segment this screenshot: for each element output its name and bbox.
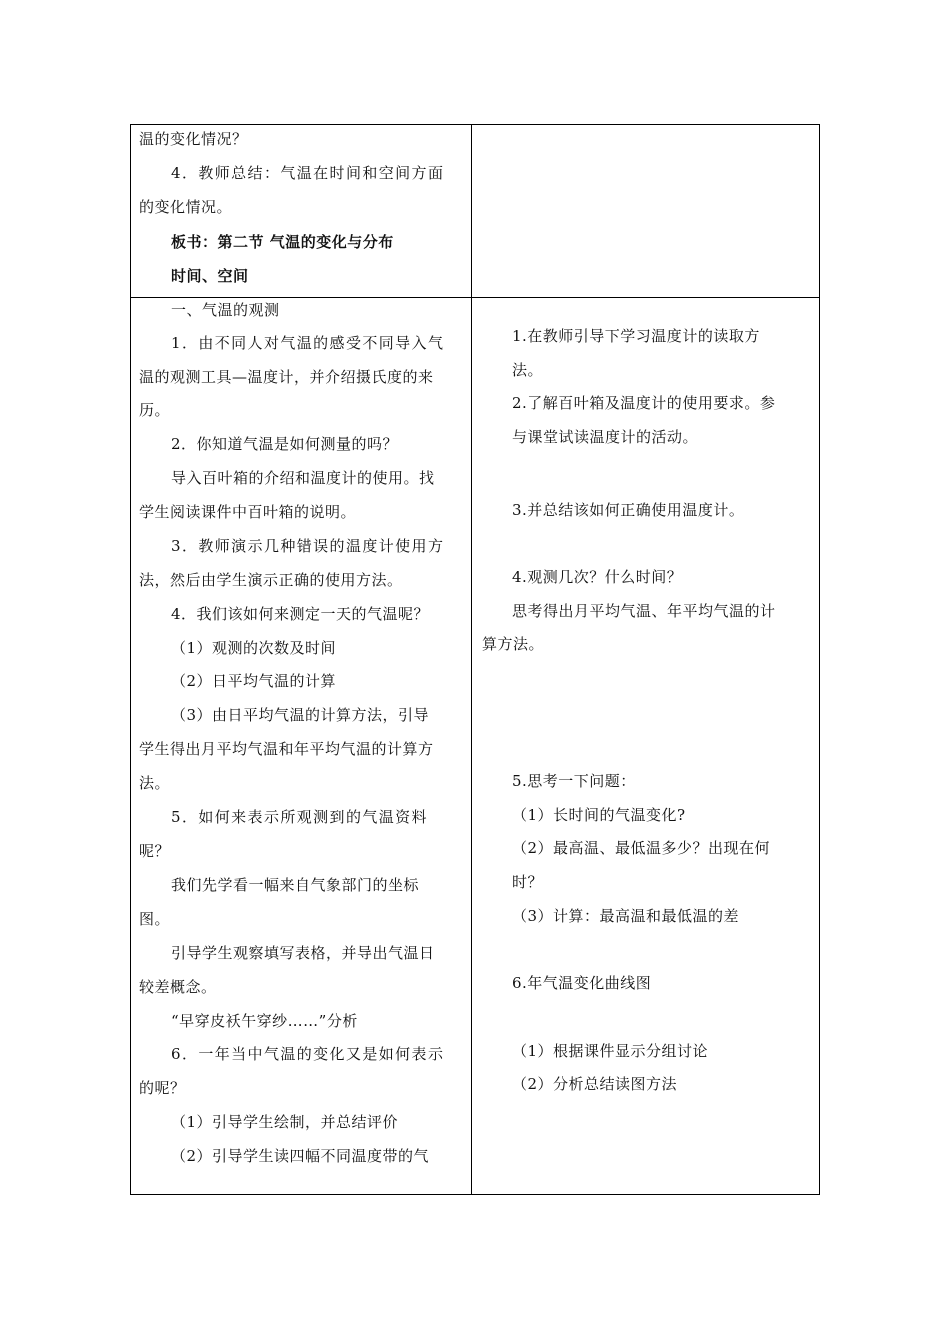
left-line: （2）日平均气温的计算 bbox=[171, 672, 337, 690]
left-line: （1）引导学生绘制，并总结评价 bbox=[171, 1113, 399, 1131]
left-line: （3）由日平均气温的计算方法，引导 bbox=[171, 706, 430, 724]
right-line: 算方法。 bbox=[482, 635, 545, 653]
left-line: 学生得出月平均气温和年平均气温的计算方 bbox=[139, 740, 434, 758]
left-line: 导入百叶箱的介绍和温度计的使用。找 bbox=[171, 469, 435, 487]
left-line: 图。 bbox=[139, 910, 171, 928]
left-line: （2）引导学生读四幅不同温度带的气 bbox=[171, 1147, 430, 1165]
left-line: （1）观测的次数及时间 bbox=[171, 639, 337, 657]
right-line: 6.年气温变化曲线图 bbox=[512, 974, 652, 992]
right-line: 4.观测几次？什么时间？ bbox=[512, 568, 683, 586]
left-line: 4．我们该如何来测定一天的气温呢？ bbox=[171, 605, 430, 623]
right-line: （1）长时间的气温变化? bbox=[512, 806, 686, 824]
right-line: 时？ bbox=[512, 873, 544, 891]
board-subheading: 时间、空间 bbox=[171, 267, 249, 285]
left-line: 5．如何来表示所观测到的气温资料 bbox=[171, 808, 428, 826]
right-line: （1）根据课件显示分组讨论 bbox=[512, 1042, 709, 1060]
left-line: 较差概念。 bbox=[139, 978, 217, 996]
left-top-line: 的变化情况。 bbox=[139, 198, 233, 216]
column-divider bbox=[471, 125, 472, 1194]
left-line: 的呢？ bbox=[139, 1079, 186, 1097]
left-top-line: 温的变化情况？ bbox=[139, 130, 248, 148]
right-line: （2）最高温、最低温多少？出现在何 bbox=[512, 839, 771, 857]
left-line: 引导学生观察填写表格，并导出气温日 bbox=[171, 944, 435, 962]
right-line: 思考得出月平均气温、年平均气温的计 bbox=[512, 602, 776, 620]
right-line: 与课堂试读温度计的活动。 bbox=[512, 428, 699, 446]
left-line: 学生阅读课件中百叶箱的说明。 bbox=[139, 503, 357, 521]
left-line: 3．教师演示几种错误的温度计使用方 bbox=[171, 537, 445, 555]
board-heading: 板书：第二节 气温的变化与分布 bbox=[171, 233, 394, 251]
left-line: 呢？ bbox=[139, 842, 171, 860]
left-line: 一、气温的观测 bbox=[171, 301, 280, 319]
left-line: 温的观测工具—温度计，并介绍摄氏度的来 bbox=[139, 368, 434, 386]
right-line: 5.思考一下问题： bbox=[512, 772, 636, 790]
right-line: 3.并总结该如何正确使用温度计。 bbox=[512, 501, 745, 519]
right-line: （3）计算：最高温和最低温的差 bbox=[512, 907, 740, 925]
right-line: （2）分析总结读图方法 bbox=[512, 1075, 678, 1093]
left-line: 法，然后由学生演示正确的使用方法。 bbox=[139, 571, 403, 589]
right-line: 法。 bbox=[512, 361, 544, 379]
row-divider bbox=[131, 297, 819, 298]
left-line: 1．由不同人对气温的感受不同导入气 bbox=[171, 334, 445, 352]
left-line: 2．你知道气温是如何测量的吗？ bbox=[171, 435, 399, 453]
left-line: 我们先学看一幅来自气象部门的坐标 bbox=[171, 876, 420, 894]
left-top-line: 4．教师总结：气温在时间和空间方面 bbox=[171, 164, 445, 182]
left-line: 法。 bbox=[139, 774, 171, 792]
left-line: 6．一年当中气温的变化又是如何表示 bbox=[171, 1045, 445, 1063]
right-line: 1.在教师引导下学习温度计的读取方 bbox=[512, 327, 760, 345]
left-line: “早穿皮袄午穿纱……”分析 bbox=[171, 1012, 358, 1030]
lesson-plan-table bbox=[130, 124, 820, 1195]
right-line: 2.了解百叶箱及温度计的使用要求。参 bbox=[512, 394, 776, 412]
left-line: 历。 bbox=[139, 401, 171, 419]
